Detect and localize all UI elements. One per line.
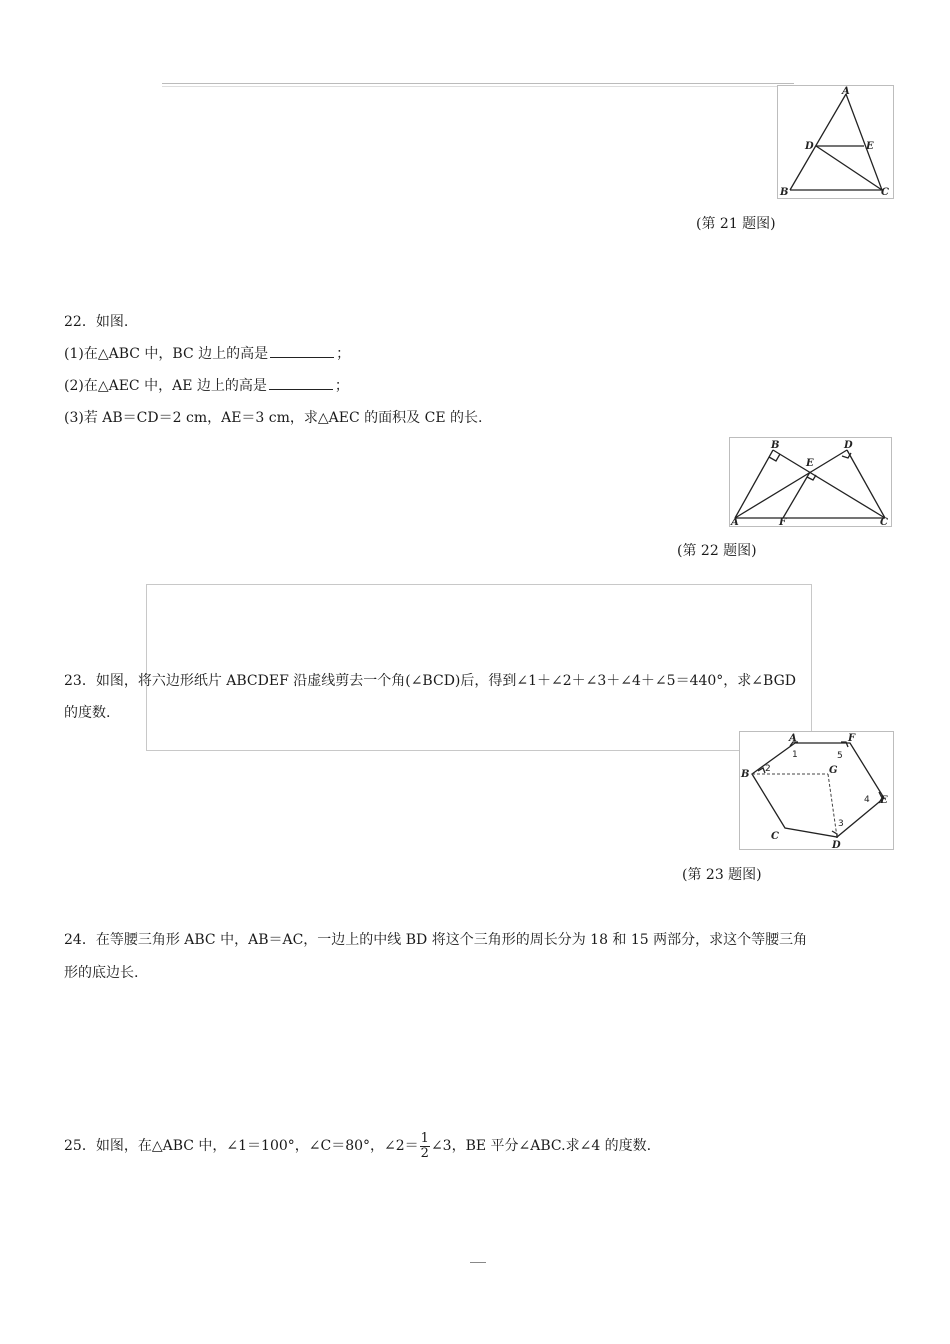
q25-frac-num: 1 — [420, 1130, 429, 1146]
q22-part2 — [64, 375, 349, 396]
q23-line2: 的度数. — [64, 705, 111, 721]
q25-text-a: 25．如图，在△ABC 中，∠1＝100°，∠C＝80°，∠2＝ — [64, 1138, 419, 1154]
fig22-label-e: E — [806, 458, 814, 469]
figure-21-diagram — [778, 86, 893, 198]
fig21-label-a: A — [842, 86, 850, 97]
figure-23-caption: (第 23 题图) — [682, 867, 762, 883]
fig23-label-d: D — [832, 840, 841, 849]
fig23-label-c: C — [771, 831, 779, 842]
fig23-label-f: F — [848, 733, 856, 744]
q24-line1: 24．在等腰三角形 ABC 中，AB＝AC，一边上的中线 BD 将这个三角形的周长分为 18 和 15 两部分，求这个等腰三角 — [64, 932, 808, 948]
figure-22 — [729, 437, 892, 527]
q23-line1: 23．如图，将六边形纸片 ABCDEF 沿虚线剪去一个角(∠BCD)后，得到∠1＋∠2＋∠3＋∠4＋∠5＝440°，求∠BGD — [64, 673, 796, 689]
figure-22-diagram — [730, 438, 891, 526]
figure-23-diagram — [740, 732, 893, 849]
fig23-label-g: G — [829, 765, 838, 776]
fig23-label-e: E — [880, 795, 888, 806]
figure-21 — [777, 85, 894, 199]
q22-title: 22．如图. — [64, 314, 129, 330]
fig21-label-e: E — [866, 141, 874, 152]
fig22-label-c: C — [880, 517, 888, 526]
q25-frac-den: 2 — [420, 1145, 429, 1161]
q22-part1-end: ； — [336, 346, 351, 362]
fig22-label-a: A — [731, 517, 739, 526]
q25-fraction — [420, 1132, 430, 1161]
q22-part2-text: (2)在△AEC 中，AE 边上的高是 — [64, 378, 267, 394]
q23-frame — [146, 584, 812, 751]
fig22-label-f: F — [779, 517, 787, 526]
q22-part2-end: ； — [334, 378, 349, 394]
fig21-label-d: D — [805, 141, 814, 152]
fig22-label-b: B — [771, 440, 780, 451]
fig23-angle-1: 1 — [792, 750, 798, 760]
fig23-angle-2: 2 — [765, 764, 771, 774]
q24-line2: 形的底边长. — [64, 965, 139, 981]
fig23-angle-5: 5 — [837, 751, 843, 761]
q22-part1-text: (1)在△ABC 中，BC 边上的高是 — [64, 346, 269, 362]
fig23-label-a: A — [789, 733, 797, 744]
q22-part2-blank — [269, 375, 333, 390]
q25-text-b: ∠3，BE 平分∠ABC.求∠4 的度数. — [430, 1138, 652, 1154]
q22-part3: (3)若 AB＝CD＝2 cm，AE＝3 cm，求△AEC 的面积及 CE 的长. — [64, 410, 483, 426]
figure-23 — [739, 731, 894, 850]
figure-22-caption: (第 22 题图) — [677, 543, 757, 559]
fig23-angle-4: 4 — [864, 795, 870, 805]
fig23-label-b: B — [741, 769, 750, 780]
fig21-label-c: C — [881, 187, 889, 198]
q25-line — [64, 1128, 651, 1164]
fig23-angle-3: 3 — [838, 819, 844, 829]
top-rule — [162, 83, 794, 87]
page-footer-mark — [470, 1262, 486, 1266]
figure-21-caption: (第 21 题图) — [696, 216, 776, 232]
q22-part1 — [64, 343, 350, 364]
fig21-label-b: B — [780, 187, 789, 198]
q22-part1-blank — [270, 343, 334, 358]
fig22-label-d: D — [844, 440, 853, 451]
